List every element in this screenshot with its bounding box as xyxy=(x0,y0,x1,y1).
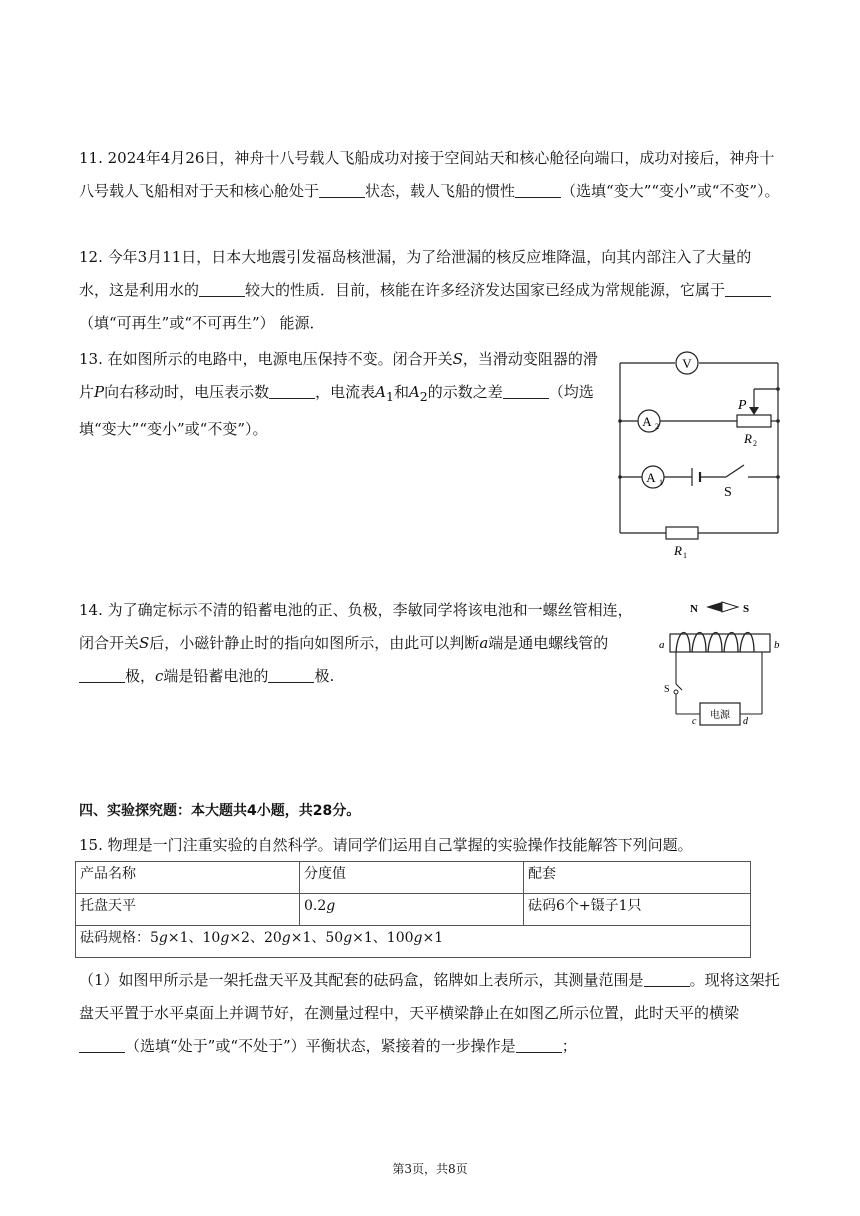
table-cell: 0.2g xyxy=(300,894,524,926)
q11-blank-1[interactable] xyxy=(319,182,365,198)
q15-1-text-c: （选填“处于”或“不处于”）平衡状态，紧接着的一步操作是 xyxy=(125,1037,516,1055)
q13-text-4: ，电流表 xyxy=(315,383,376,401)
section-4-heading: 四、实验探究题：本大题共4小题，共28分。 xyxy=(79,803,361,819)
resistor-r1 xyxy=(666,527,698,539)
battery-symbol xyxy=(692,468,700,486)
circuit-diagram xyxy=(610,345,786,567)
power-source-label: 电源 xyxy=(710,710,730,721)
solenoid-diagram xyxy=(656,596,786,728)
q13-text-6: （均选填“变大”“变小”或“不变”）。 xyxy=(79,383,594,438)
balance-spec-table xyxy=(75,861,751,958)
q13-text-5: 的示数之差 xyxy=(427,383,503,401)
q13-text-3: 向右移动时，电压表示数 xyxy=(104,383,270,401)
q14-c-symbol: c xyxy=(155,667,164,685)
slider-label: P xyxy=(738,398,747,413)
terminal-d-label: d xyxy=(743,716,748,727)
svg-text:A: A xyxy=(646,470,656,485)
q13-ammeter2-sub: 2 xyxy=(419,389,428,404)
question-15-intro: 15. 物理是一门注重实验的自然科学。请同学们运用自己掌握的实验操作技能解答下列问题。 xyxy=(79,836,693,854)
q13-ammeter1-symbol: A xyxy=(375,383,386,401)
question-14 xyxy=(79,594,647,693)
q12-text-2: 较大的性质．目前，核能在许多经济发达国家已经成为常规能源，它属于 xyxy=(245,281,726,299)
q14-blank-1[interactable] xyxy=(79,667,125,683)
q13-and: 和 xyxy=(393,383,409,401)
q13-blank-2[interactable] xyxy=(503,383,549,399)
question-13 xyxy=(79,343,599,446)
end-a-label: a xyxy=(659,639,665,651)
question-12 xyxy=(79,241,781,340)
r2-sub: 2 xyxy=(753,439,757,448)
q14-blank-2[interactable] xyxy=(268,667,314,683)
q14-text-6: 极. xyxy=(314,667,335,685)
q14-text-2: 后，小磁针静止时的指向如图所示，由此可以判断 xyxy=(149,634,480,652)
terminal-c-label: c xyxy=(692,716,697,727)
question-15-part-1 xyxy=(79,964,781,1063)
q13-text-1: 13. 在如图所示的电路中，电源电压保持不变。闭合开关 xyxy=(79,350,453,368)
question-11 xyxy=(79,142,781,208)
table-header-cell: 产品名称 xyxy=(76,862,300,894)
q14-text-5: 端是铅蓄电池的 xyxy=(163,667,269,685)
voltmeter-symbol xyxy=(676,352,698,374)
ammeter-a1-symbol xyxy=(642,466,664,488)
table-cell: 砝码6个+镊子1只 xyxy=(524,894,751,926)
q14-text-3: 端是通电螺线管的 xyxy=(488,634,609,652)
end-b-label: b xyxy=(774,639,780,651)
switch-s-label: S xyxy=(664,684,670,695)
table-row xyxy=(76,862,751,894)
compass-needle-icon xyxy=(706,602,738,612)
svg-text:2: 2 xyxy=(655,422,659,431)
table-row xyxy=(76,926,751,958)
weights-spec-cell: 砝码规格：5g×1、10g×2、20g×1、50g×1、100g×1 xyxy=(76,926,751,958)
q14-switch-symbol: S xyxy=(139,634,150,652)
q14-a-symbol: a xyxy=(479,634,489,652)
table-header-cell: 配套 xyxy=(524,862,751,894)
q12-text-1: 12. 今年3月11日，日本大地震引发福岛核泄漏，为了给泄漏的核反应堆降温，向其内部注入了大量的水，这是利用水的 xyxy=(79,248,752,299)
svg-text:A: A xyxy=(642,414,652,429)
q12-blank-1[interactable] xyxy=(199,281,245,297)
rheostat-r2 xyxy=(737,415,771,427)
svg-text:V: V xyxy=(682,356,692,371)
q11-text-3: （选填“变大”“变小”或“不变”）。 xyxy=(561,182,780,200)
q13-ammeter1-sub: 1 xyxy=(385,389,394,404)
q11-text-2: 状态，载人飞船的惯性 xyxy=(365,182,516,200)
q14-text-4: 极， xyxy=(125,667,156,685)
q13-slider-symbol: P xyxy=(94,383,105,401)
south-label: S xyxy=(743,603,750,615)
table-row xyxy=(76,894,751,926)
page-footer: 第3页，共8页 xyxy=(392,1162,468,1176)
q13-text-2: ，当滑动变阻器的滑片 xyxy=(79,350,598,401)
q13-blank-1[interactable] xyxy=(269,383,315,399)
r2-label: R xyxy=(744,431,752,446)
q12-text-3: （填“可再生”或“不可再生”） 能源． xyxy=(79,314,325,332)
q15-1-blank-3[interactable] xyxy=(516,1037,562,1053)
q15-1-blank-2[interactable] xyxy=(79,1037,125,1053)
table-header-cell: 分度值 xyxy=(300,862,524,894)
svg-text:1: 1 xyxy=(659,478,663,487)
q15-1-text-b: 。现将这架托盘天平置于水平桌面上并调节好，在测量过程中，天平横梁静止在如图乙所示位置，此时天平的横梁 xyxy=(79,971,780,1022)
q12-blank-2[interactable] xyxy=(725,281,771,297)
q11-blank-2[interactable] xyxy=(515,182,561,198)
q13-ammeter2-symbol: A xyxy=(408,383,420,401)
q14-text-1: 14. 为了确定标示不清的铅蓄电池的正、负极，李敏同学将该电池和一螺丝管相连，闭合开关 xyxy=(79,601,633,652)
q15-1-blank-1[interactable] xyxy=(644,971,690,987)
switch-label: S xyxy=(724,485,732,500)
north-label: N xyxy=(690,603,698,615)
q15-1-text-a: （1）如图甲所示是一架托盘天平及其配套的砝码盒，铭牌如上表所示，其测量范围是 xyxy=(79,971,644,989)
slider-arrow-icon xyxy=(749,407,759,415)
table-cell: 托盘天平 xyxy=(76,894,300,926)
q15-1-text-d: ； xyxy=(561,1037,577,1055)
q13-switch-symbol: S xyxy=(452,350,463,368)
q11-text-1: 11. 2024年4月26日，神舟十八号载人飞船成功对接于空间站天和核心舱径向端口，成功对接后，神舟十八号载人飞船相对于天和核心舱处于 xyxy=(79,149,775,200)
r1-sub: 1 xyxy=(683,551,687,560)
ammeter-a2-symbol xyxy=(638,410,660,432)
r1-label: R xyxy=(674,543,682,558)
